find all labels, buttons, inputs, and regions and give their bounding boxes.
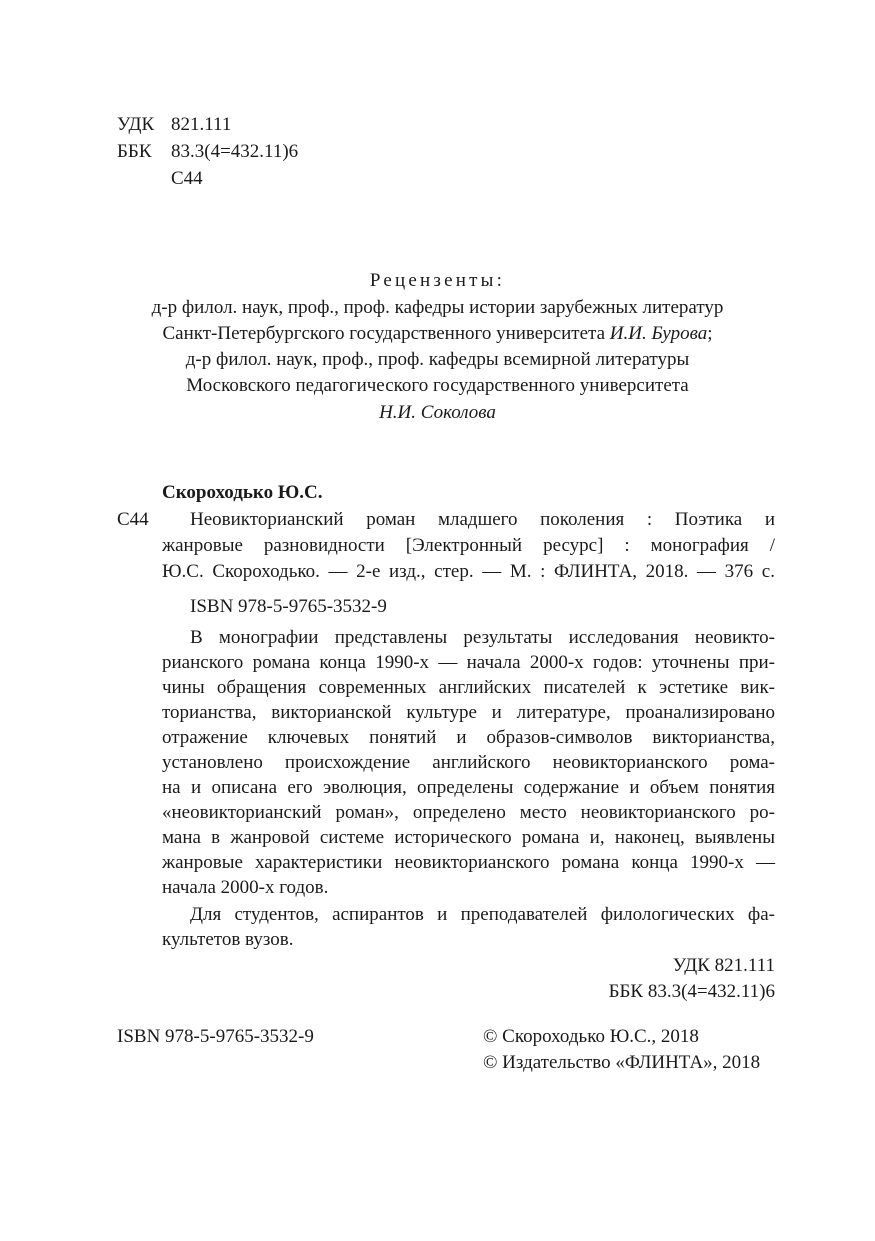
reviewer1-suffix: ; (707, 323, 713, 344)
bottom-udk: УДК 821.111 (672, 955, 775, 976)
abstract-line: «неовикторианский роман», определено место неовикторианского ро- (162, 802, 775, 823)
abstract-line: В монографии представлены результаты исследования неовикто- (190, 627, 775, 648)
abstract-line: отражение ключевых понятий и образов-символов викторианства, (162, 727, 775, 748)
reviewer2-name: Н.И. Соколова (379, 402, 496, 423)
reviewer1-line2 (0, 321, 875, 346)
audience-line-2: культетов вузов. (162, 929, 294, 950)
bbk-value: 83.3(4=432.11)6 (171, 141, 299, 162)
abstract-last-line: начала 2000-х годов. (162, 877, 329, 898)
audience-line-1: Для студентов, аспирантов и преподавателей филологических фа- (190, 904, 775, 925)
bib-entry-line-2: жанровые разновидности [Электронный ресурс] : монография / (162, 535, 775, 556)
bib-author: Скороходько Ю.С. (162, 482, 323, 503)
udk-value: 821.111 (171, 114, 232, 135)
bib-entry-line-3: Ю.С. Скороходько. — 2-е изд., стер. — М. : ФЛИНТА, 2018. — 376 с. (162, 561, 775, 582)
reviewer1-name: И.И. Бурова (609, 323, 708, 344)
bib-isbn: ISBN 978-5-9765-3532-9 (190, 596, 387, 617)
reviewer1-affiliation: Санкт-Петербургского государственного университета (162, 323, 606, 344)
copyright-author: © Скороходько Ю.С., 2018 (483, 1026, 699, 1047)
copyright-publisher: © Издательство «ФЛИНТА», 2018 (483, 1052, 761, 1073)
bottom-bbk: ББК 83.3(4=432.11)6 (608, 981, 775, 1002)
abstract-line: чины обращения современных английских писателей к эстетике вик- (162, 677, 775, 698)
bib-mark: С44 (117, 509, 149, 530)
author-mark: С44 (171, 168, 203, 189)
abstract-line: рианского романа конца 1990-х — начала 2000-х годов: уточнены при- (162, 652, 775, 673)
abstract-line: торианства, викторианской культуре и литературе, проанализировано (162, 702, 775, 723)
abstract-line: жанровые характеристики неовикторианского романа конца 1990-х — (162, 852, 775, 873)
footer-isbn: ISBN 978-5-9765-3532-9 (117, 1026, 314, 1047)
reviewer1-line1: д-р филол. наук, проф., проф. кафедры истории зарубежных литератур (151, 297, 724, 318)
reviewers-heading: Рецензенты: (369, 270, 506, 291)
bib-entry-line-1: Неовикторианский роман младшего поколения : Поэтика и (190, 509, 775, 530)
abstract-line: установлено происхождение английского неовикторианского рома- (162, 752, 775, 773)
abstract-line: мана в жанровой системе исторического романа и, наконец, выявлены (162, 827, 775, 848)
bbk-label: ББК (117, 141, 152, 162)
abstract-line: на и описана его эволюция, определены содержание и объем понятия (162, 777, 775, 798)
reviewer2-line1: д-р филол. наук, проф., проф. кафедры всемирной литературы (185, 349, 690, 370)
udk-label: УДК (117, 114, 155, 135)
reviewer2-line2: Московского педагогического государственного университета (186, 375, 689, 396)
